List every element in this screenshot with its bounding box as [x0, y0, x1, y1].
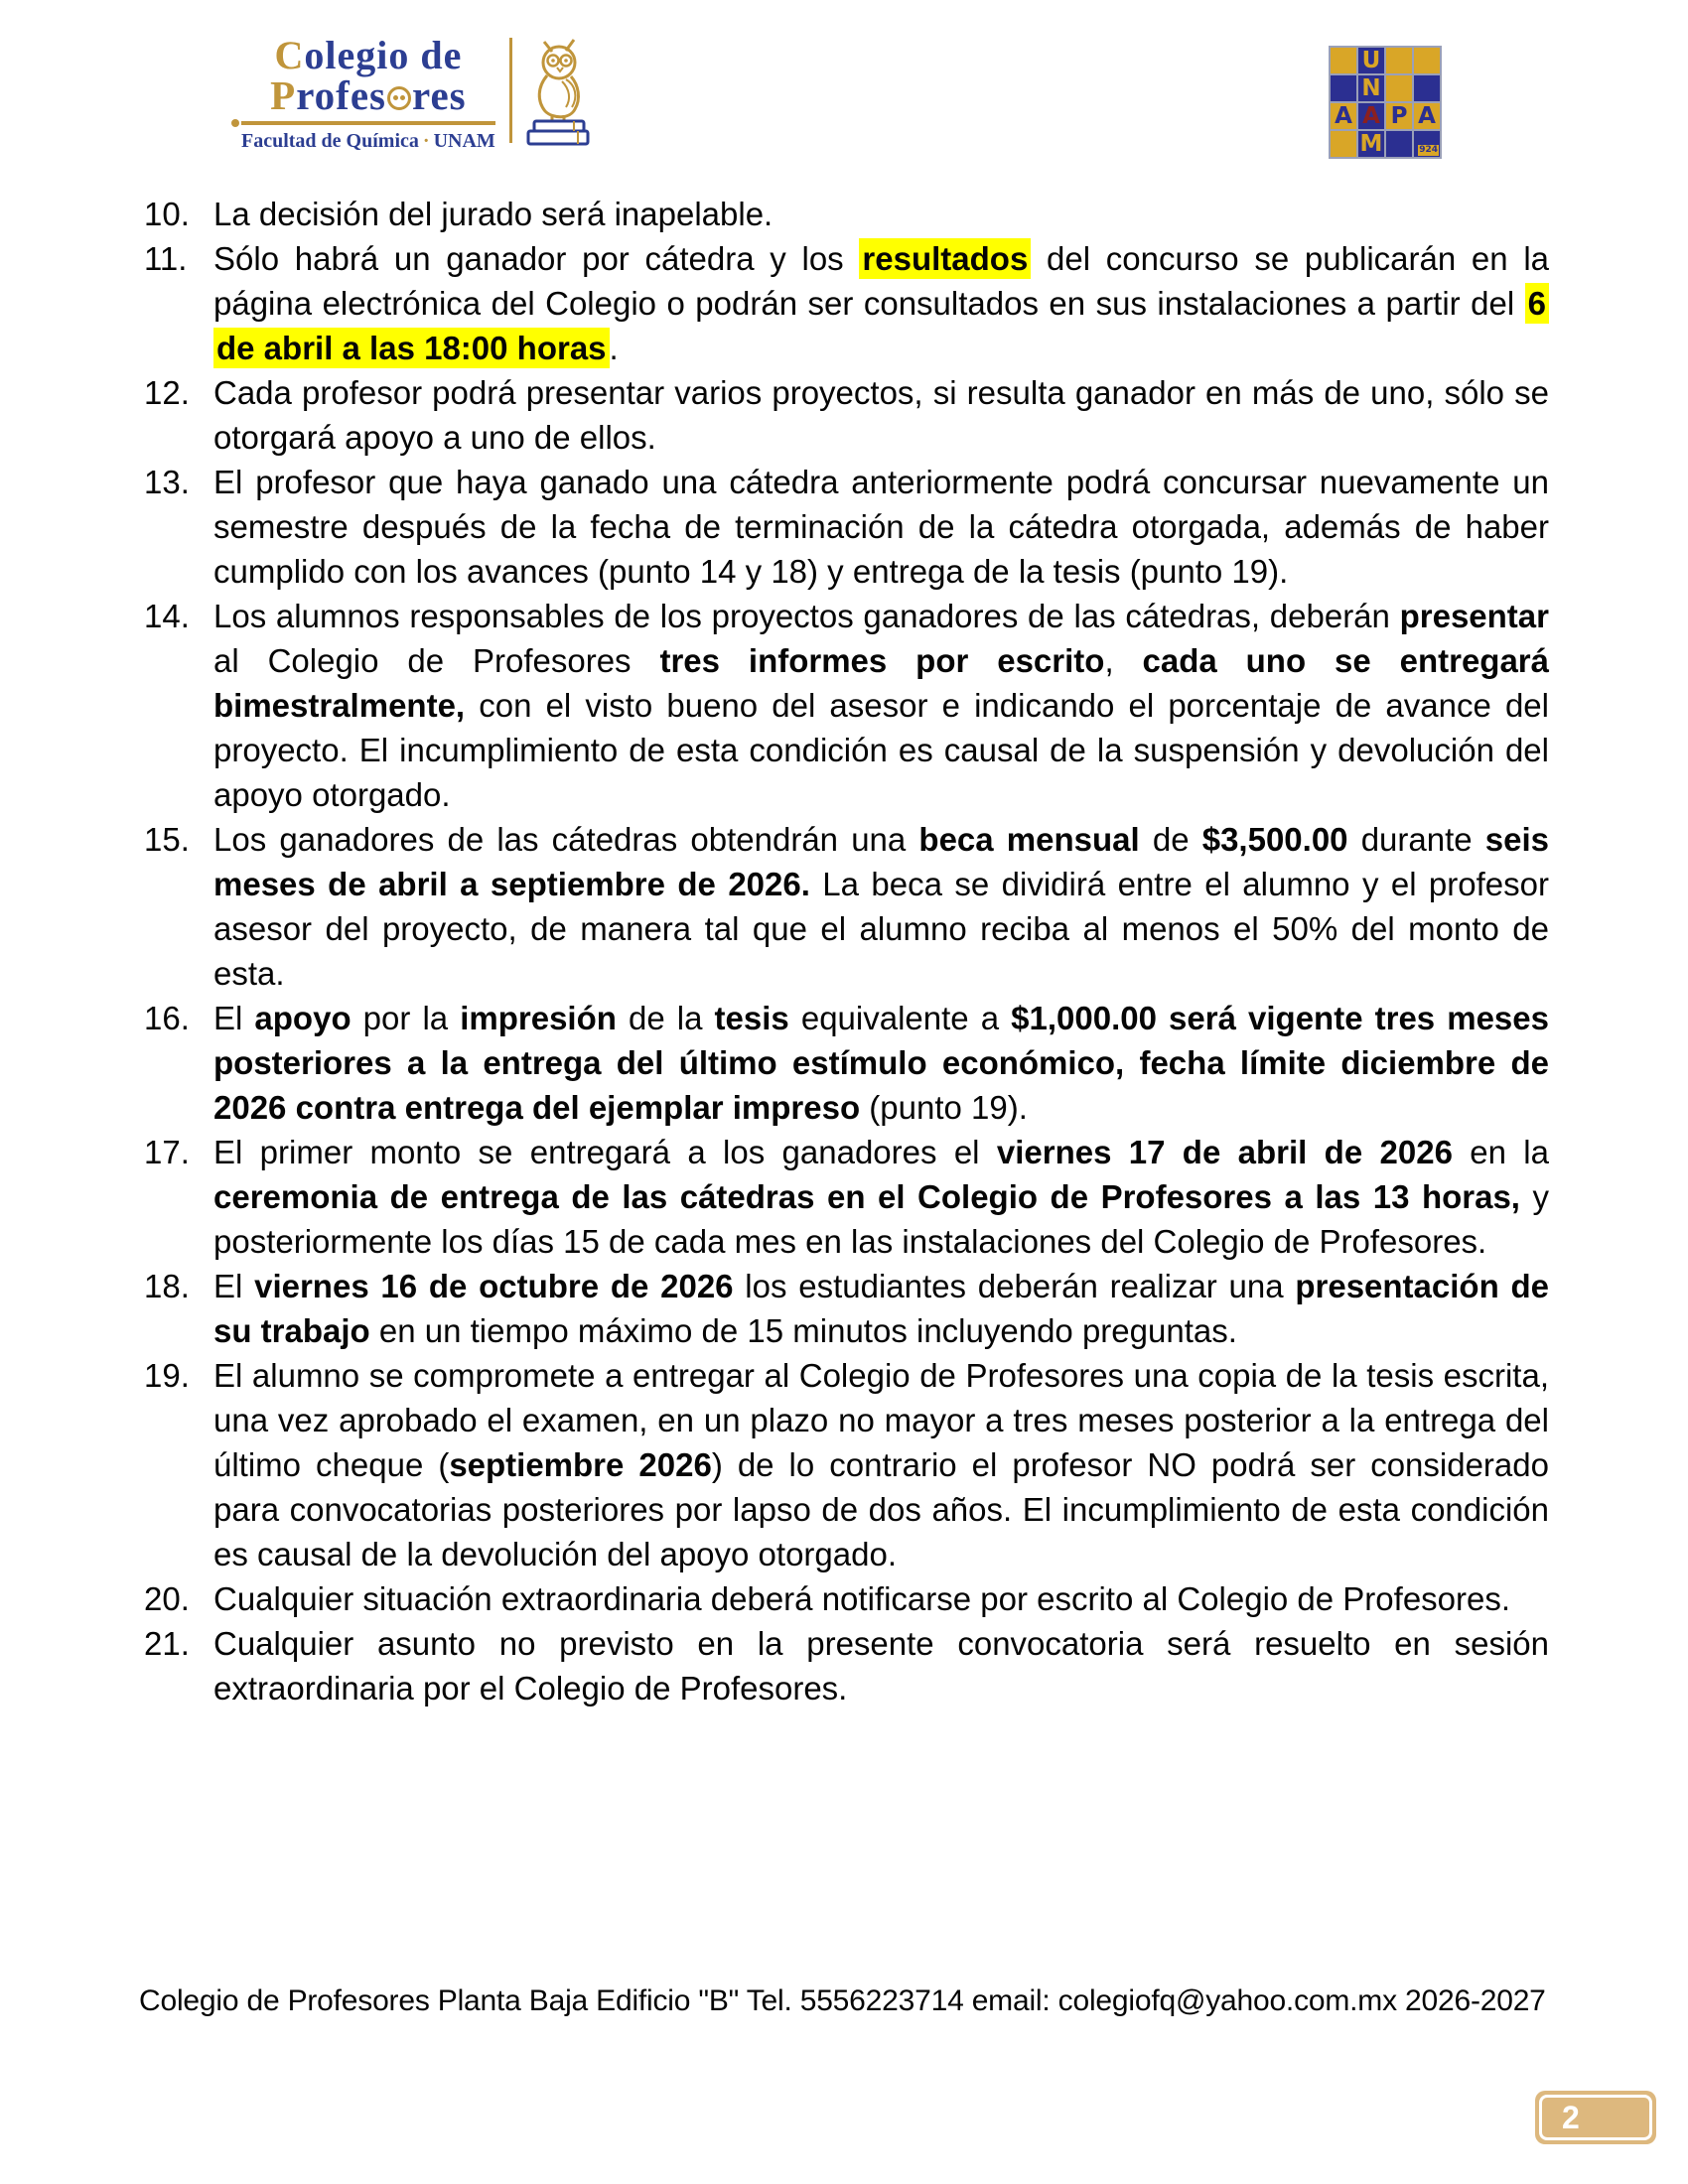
logo-initial: P: [270, 72, 297, 118]
list-item: [144, 460, 1549, 594]
grid-cell: [1386, 75, 1412, 101]
page-number-badge: [1535, 2091, 1656, 2144]
logo-title-line2: [241, 72, 495, 118]
item-number: 12.: [144, 374, 190, 411]
item-number: 15.: [144, 821, 190, 858]
text-run: de: [1139, 821, 1202, 858]
text-run: El: [213, 1268, 255, 1304]
grid-cell: [1414, 131, 1440, 157]
text-run: los estudiantes deberán realizar una: [733, 1268, 1296, 1304]
bold-text: presentar: [1399, 598, 1549, 634]
text-run: por la: [351, 1000, 461, 1036]
highlighted-text: resultados: [859, 238, 1031, 279]
logo-subtitle: [241, 130, 495, 152]
grid-cell: P: [1386, 103, 1412, 129]
item-number: 13.: [144, 464, 190, 500]
grid-cell: U: [1358, 48, 1384, 73]
item-text: [213, 1353, 1549, 1576]
text-run: del concurso se publicarán en la página electrónica del Colegio o podrán ser consultados en sus instalaciones a partir del: [213, 240, 1550, 322]
list-item: [144, 236, 1549, 370]
bold-text: viernes 17 de abril de 2026: [996, 1134, 1453, 1170]
item-number: 20.: [144, 1580, 190, 1617]
text-run: ,: [1104, 642, 1143, 679]
text-run: al Colegio de Profesores: [213, 642, 660, 679]
text-run: Sólo habrá un ganador por cátedra y los: [213, 240, 860, 277]
grid-cell: [1386, 131, 1412, 157]
text-run: La beca se dividirá entre el alumno y el profesor asesor del proyecto, de manera tal que el alumno reciba al menos el 50% del monto de esta.: [213, 866, 1549, 992]
list-item: [144, 996, 1549, 1130]
grid-cell: [1414, 48, 1440, 73]
text-run: El alumno se compromete a entregar al Colegio de Profesores una copia de la tesis escrita, una vez aprobado el examen, en un plazo no mayor a tres meses posterior a la entrega del último cheque (: [213, 1357, 1549, 1483]
page-number: 2: [1562, 2099, 1580, 2135]
item-number: 14.: [144, 598, 190, 634]
item-text: [213, 594, 1549, 817]
text-run: La decisión del jurado será inapelable.: [213, 196, 774, 232]
list-item: [144, 192, 1549, 236]
item-number: 21.: [144, 1625, 190, 1662]
text-run: Cada profesor podrá presentar varios proyectos, si resulta ganador en más de uno, sólo se otorgará apoyo a uno de ellos.: [213, 374, 1549, 456]
list-item: [144, 1621, 1549, 1710]
bold-text: seis meses de abril a septiembre de 2026.: [213, 821, 1550, 902]
grid-cell: [1331, 131, 1356, 157]
text-run: Los alumnos responsables de los proyectos ganadores de las cátedras, deberán: [213, 598, 1400, 634]
logo-title-line1: [241, 33, 495, 77]
bold-text: presentación de su trabajo: [213, 1268, 1549, 1349]
text-run: de la: [616, 1000, 715, 1036]
logo-underline: [241, 121, 495, 125]
logo-title-rest: olegio de: [304, 33, 463, 77]
logo-subtitle-org: UNAM: [433, 130, 495, 152]
colegio-profesores-logo: [241, 33, 594, 152]
text-run: durante: [1347, 821, 1485, 858]
list-item: [144, 1353, 1549, 1576]
item-text: [213, 1576, 1549, 1621]
highlighted-text: 6 de abril a las 18:00 horas: [213, 283, 1549, 368]
text-run: El profesor que haya ganado una cátedra anteriormente podrá concursar nuevamente un semestre después de la fecha de terminación de la cátedra otorgada, además de haber cumplido con los avances (punto 14 y 18) y entrega de la tesis (punto 19).: [213, 464, 1549, 590]
text-run: y posteriormente los días 15 de cada mes en las instalaciones del Colegio de Profesores.: [213, 1178, 1549, 1260]
bold-text: septiembre 2026: [449, 1446, 712, 1483]
text-run: en un tiempo máximo de 15 minutos incluyendo preguntas.: [369, 1312, 1237, 1349]
grid-small-text: 924: [1419, 145, 1438, 155]
page-number-badge-inner: [1539, 2095, 1652, 2140]
list-item: [144, 1130, 1549, 1264]
footer-contact-line: Colegio de Profesores Planta Baja Edificio "B" Tel. 5556223714 email: colegiofq@yahoo.com.mx 2026-2027: [139, 1984, 1546, 2017]
item-text: [213, 1130, 1549, 1264]
logo-divider: [509, 38, 512, 143]
list-item: [144, 1264, 1549, 1353]
text-run: .: [609, 330, 619, 366]
bold-text: tres informes por escrito: [659, 642, 1105, 679]
grid-cell: [1414, 75, 1440, 101]
item-number: 18.: [144, 1268, 190, 1304]
text-run: El primer monto se entregará a los ganadores el: [213, 1134, 997, 1170]
list-item: [144, 817, 1549, 996]
item-number: 11.: [144, 240, 188, 277]
item-text: [213, 236, 1549, 370]
logo-subtitle-text: Facultad de Química: [241, 130, 419, 152]
aapaunam-logo: [1329, 46, 1442, 159]
text-run: con el visto bueno del asesor e indicando el porcentaje de avance del proyecto. El incumplimiento de esta condición es causal de la suspensión y devolución del apoyo otorgado.: [213, 687, 1549, 813]
text-run: Cualquier asunto no previsto en la presente convocatoria será resuelto en sesión extraordinaria por el Colegio de Profesores.: [213, 1625, 1549, 1706]
rules-list: [144, 192, 1549, 1710]
item-text: [213, 817, 1549, 996]
bold-text: impresión: [460, 1000, 617, 1036]
text-run: El: [213, 1000, 255, 1036]
list-item: [144, 370, 1549, 460]
item-number: 19.: [144, 1357, 190, 1394]
grid-cell: A: [1358, 103, 1384, 129]
grid-cell: [1386, 48, 1412, 73]
text-run: (punto 19).: [860, 1089, 1028, 1126]
item-number: 16.: [144, 1000, 190, 1036]
grid-cell: N: [1358, 75, 1384, 101]
item-text: [213, 192, 1549, 236]
logo-initial: C: [274, 33, 305, 77]
text-run: Los ganadores de las cátedras obtendrán una: [213, 821, 919, 858]
bold-text: $3,500.00: [1201, 821, 1348, 858]
bold-text: $1,000.00 será vigente tres meses posteriores a la entrega del último estímulo económico, fecha límite diciembre de 2026 contra entrega del ejemplar impreso: [213, 1000, 1549, 1126]
list-item: [144, 594, 1549, 817]
text-run: en la: [1452, 1134, 1549, 1170]
bold-text: ceremonia de entrega de las cátedras en el Colegio de Profesores a las 13 horas,: [213, 1178, 1520, 1215]
grid-cell: [1331, 75, 1356, 101]
item-text: [213, 370, 1549, 460]
owl-books-icon: [522, 36, 594, 147]
item-text: [213, 996, 1549, 1130]
logo-text-block: [241, 33, 495, 152]
logo-underline-dot: [231, 119, 239, 127]
text-run: ) de lo contrario el profesor NO podrá ser considerado para convocatorias posteriores por lapso de dos años. El incumplimiento de esta condición es causal de la devolución del apoyo otorgado.: [213, 1446, 1549, 1572]
grid-cell: M: [1359, 131, 1383, 157]
item-text: [213, 1264, 1549, 1353]
owl-face-icon: [387, 86, 411, 110]
text-run: equivalente a: [788, 1000, 1012, 1036]
grid-cell: [1331, 48, 1356, 73]
grid-cell: A: [1331, 103, 1356, 129]
list-item: [144, 1576, 1549, 1621]
bold-text: viernes 16 de octubre de 2026: [254, 1268, 734, 1304]
item-number: 17.: [144, 1134, 190, 1170]
logo-title-post: res: [411, 72, 467, 118]
item-text: [213, 1621, 1549, 1710]
item-number: 10.: [144, 196, 190, 232]
bold-text: beca mensual: [918, 821, 1140, 858]
bold-text: cada uno se entregará bimestralmente,: [213, 642, 1550, 724]
bold-text: apoyo: [254, 1000, 352, 1036]
logo-title-pre: rofes: [296, 72, 386, 118]
text-run: Cualquier situación extraordinaria deberá notificarse por escrito al Colegio de Profesores.: [213, 1580, 1511, 1617]
aapaunam-grid: [1329, 46, 1442, 159]
grid-cell: A: [1414, 103, 1440, 129]
bold-text: tesis: [714, 1000, 789, 1036]
item-text: [213, 460, 1549, 594]
dot-separator-icon: ·: [422, 130, 430, 152]
